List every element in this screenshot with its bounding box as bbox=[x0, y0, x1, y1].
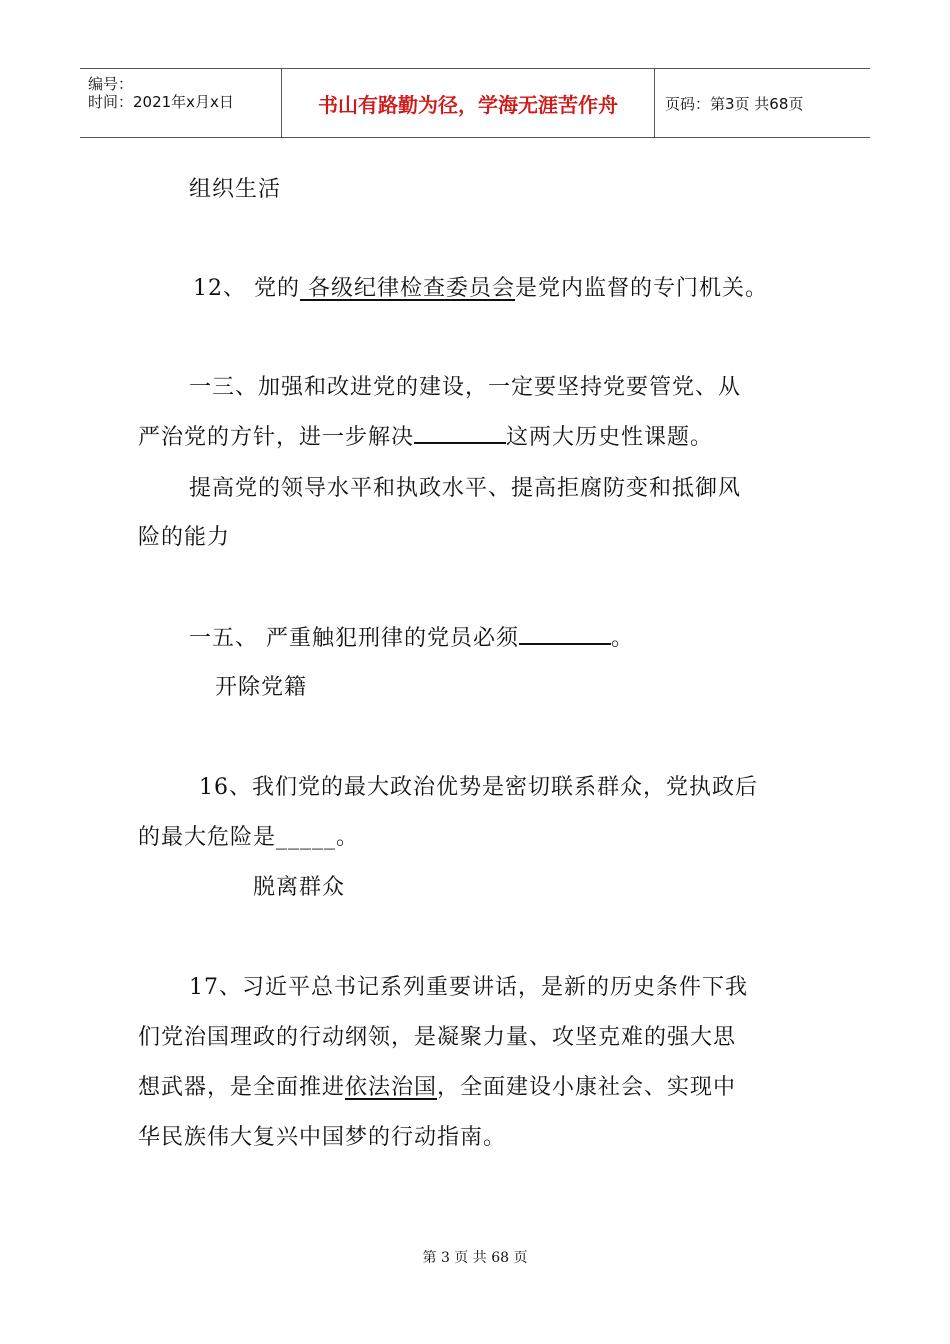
q13-suffix: 这两大历史性课题。 bbox=[506, 425, 714, 450]
question-17-line2: 们党治国理政的行动纲领，是凝聚力量、攻坚克难的强大思 bbox=[138, 1025, 737, 1050]
question-17-line1: 17、习近平总书记系列重要讲话，是新的历史条件下我 bbox=[189, 975, 748, 1000]
question-13-line1: 一三、加强和改进党的建设，一定要坚持党要管党、从 bbox=[189, 375, 742, 400]
q17-suffix: ，全面建设小康社会、实现中 bbox=[437, 1075, 737, 1100]
header-page-info: 页码：第3页 共68页 bbox=[665, 95, 804, 113]
answer-13-line1: 提高党的领导水平和执政水平、提高拒腐防变和抵御风 bbox=[189, 476, 742, 501]
q13-blank bbox=[414, 422, 506, 444]
answer-13-line2: 险的能力 bbox=[138, 525, 231, 550]
q15-blank bbox=[519, 623, 611, 645]
document-header bbox=[80, 68, 870, 138]
answer-16: 脱离群众 bbox=[253, 875, 346, 900]
q12-suffix: 是党内监督的专门机关。 bbox=[515, 276, 769, 301]
q15-prefix: 一五、 严重触犯刑律的党员必须 bbox=[189, 626, 519, 651]
page-footer: 第 3 页 共 68 页 bbox=[422, 1250, 528, 1266]
q13-prefix: 严治党的方针，进一步解决 bbox=[138, 425, 415, 450]
question-16-line1: 16、我们党的最大政治优势是密切联系群众，党执政后 bbox=[199, 775, 758, 800]
answer-11: 组织生活 bbox=[189, 177, 282, 202]
question-16-line2: 的最大危险是_____。 bbox=[138, 825, 360, 850]
q12-answer: 各级纪律检查委员会 bbox=[300, 276, 515, 301]
question-13-line2 bbox=[138, 420, 713, 451]
q17-prefix: 想武器，是全面推进 bbox=[138, 1075, 346, 1100]
q15-suffix: 。 bbox=[611, 626, 635, 651]
question-17-line4: 华民族伟大复兴中国梦的行动指南。 bbox=[138, 1125, 507, 1150]
q12-prefix: 12、 党的 bbox=[193, 276, 300, 301]
question-15 bbox=[189, 621, 634, 652]
answer-15: 开除党籍 bbox=[215, 675, 308, 700]
q17-answer: 依法治国 bbox=[345, 1075, 438, 1100]
number-label: 编号： bbox=[88, 75, 134, 93]
question-17-line3 bbox=[138, 1070, 736, 1101]
time-label: 时间：2021年x月x日 bbox=[88, 93, 234, 111]
header-motto: 书山有路勤为径，学海无涯苦作舟 bbox=[282, 69, 655, 137]
question-12 bbox=[193, 271, 768, 302]
header-meta-cell bbox=[80, 69, 282, 137]
